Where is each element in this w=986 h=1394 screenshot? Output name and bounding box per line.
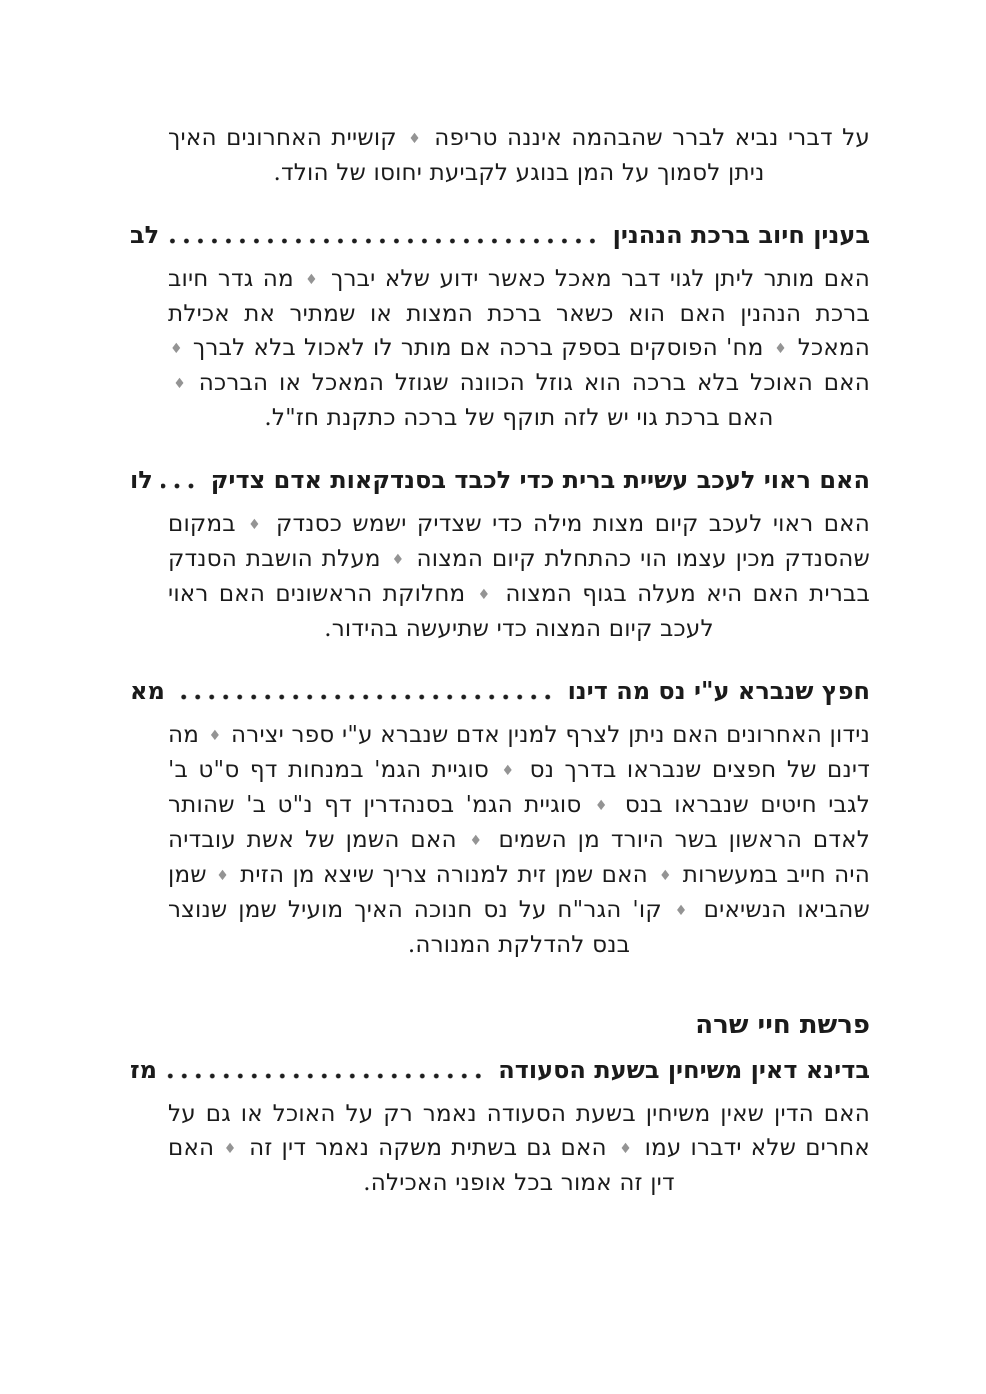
- toc-entry-summary: האם ראוי לעכב קיום מצות מילה כדי שצדיק ישמש כסנדק ♦ במקום שהסנדק מכין עצמו הוי כהתחלת קיום המצוה ♦ מעלת הושבת הסנדק בברית האם היא מעלה בגוף המצוה ♦ מחלוקת הראשונים האם ראוי לעכב קיום המצוה כדי שתיעשה בהידור.: [168, 511, 870, 642]
- toc-entry-header: [130, 462, 870, 498]
- diamond-separator-icon: ♦: [208, 728, 222, 744]
- diamond-separator-icon: ♦: [474, 587, 494, 603]
- diamond-separator-icon: ♦: [170, 376, 186, 392]
- toc-entry-header: [130, 217, 870, 253]
- diamond-separator-icon: ♦: [406, 131, 423, 147]
- dotted-leader: [167, 237, 602, 245]
- toc-entry-summary: האם מותר ליתן לגוי דבר מאכל כאשר ידוע שלא יברך ♦ מה גדר חיוב ברכת הנהנין האם הוא כשאר ברכת המצות או שמתיר את אכילת המאכל ♦ מח' הפוסקים בספק ברכה אם מותר לו לאכול בלא לברך ♦ האם האוכל בלא ברכה הוא גוזל הכוונה שגוזל המאכל או הברכה ♦ האם ברכת גוי יש לזה תוקף של ברכה כתקנת חז"ל.: [168, 266, 870, 431]
- diamond-separator-icon: ♦: [170, 341, 183, 357]
- toc-entry-title: האם ראוי לעכב עשיית ברית כדי לכבד בסנדקאות אדם צדיק: [210, 465, 870, 494]
- toc-entry: [130, 462, 870, 646]
- toc-entry: [130, 1052, 870, 1200]
- toc-entry-page-number: לו: [130, 465, 153, 494]
- diamond-separator-icon: ♦: [671, 903, 691, 919]
- diamond-separator-icon: ♦: [466, 833, 486, 849]
- dotted-leader: [165, 1072, 488, 1080]
- diamond-separator-icon: ♦: [303, 272, 320, 288]
- toc-entry-title: בדינא דאין משיחין בשעת הסעודה: [498, 1055, 870, 1084]
- diamond-separator-icon: ♦: [591, 798, 612, 814]
- dotted-leader: [161, 482, 201, 490]
- diamond-separator-icon: ♦: [216, 868, 230, 884]
- toc-entry-page-number: מא: [130, 676, 165, 705]
- toc-entry: [130, 217, 870, 435]
- parsha-heading: פרשת חיי שרה: [695, 1010, 870, 1040]
- diamond-separator-icon: ♦: [223, 1141, 239, 1157]
- toc-entry-summary: נידון האחרונים האם ניתן לצרף למנין אדם שנברא ע"י ספר יצירה ♦ מה דינם של חפצים שנבראו בדרך נס ♦ סוגיית הגמ' במנחות דף ס"ט ב' לגבי חיטים שנבראו בנס ♦ סוגיית הגמ' בסנהדרין דף נ"ט ב' שהותר לאדם הראשון בשר היורד מן השמים ♦ האם השמן של אשת עובדיה היה חייב במעשרות ♦ האם שמן זית למנורה צריך שיצא מן הזית ♦ שמן שהביאו הנשיאים ♦ קו' הגר"ח על נס חנוכה האיך מועיל שמן שנוצר בנס להדלקת המנורה.: [168, 722, 870, 958]
- continued-paragraph: על דברי נביא לברר שהבהמה איננה טריפה ♦ קושיית האחרונים האיך ניתן לסמוך על המן בנוגע לקביעת יחוסו של הולד.: [168, 125, 870, 186]
- toc-entry: [130, 673, 870, 962]
- toc-entry-header: [130, 673, 870, 709]
- toc-entry-summary: האם הדין שאין משיחין בשעת הסעודה נאמר רק על האוכל או גם על אחרים שלא ידברו עמו ♦ האם גם בשתית משקה נאמר דין זה ♦ האם דין זה אמור בכל אופני האכילה.: [168, 1101, 870, 1196]
- diamond-separator-icon: ♦: [658, 868, 673, 884]
- toc-entry-title: חפץ שנברא ע"י נס מה דינו: [567, 676, 870, 705]
- toc-entry-header: [130, 1052, 870, 1088]
- toc-entry-page-number: לב: [130, 220, 160, 249]
- page-content: [130, 0, 870, 1200]
- toc-entry-title: בענין חיוב ברכת הנהנין: [612, 220, 870, 249]
- diamond-separator-icon: ♦: [390, 552, 406, 568]
- diamond-separator-icon: ♦: [617, 1141, 634, 1157]
- dotted-leader: [173, 693, 558, 701]
- diamond-separator-icon: ♦: [773, 341, 788, 357]
- toc-entry-page-number: מז: [130, 1055, 157, 1084]
- diamond-separator-icon: ♦: [245, 517, 264, 533]
- diamond-separator-icon: ♦: [498, 763, 518, 779]
